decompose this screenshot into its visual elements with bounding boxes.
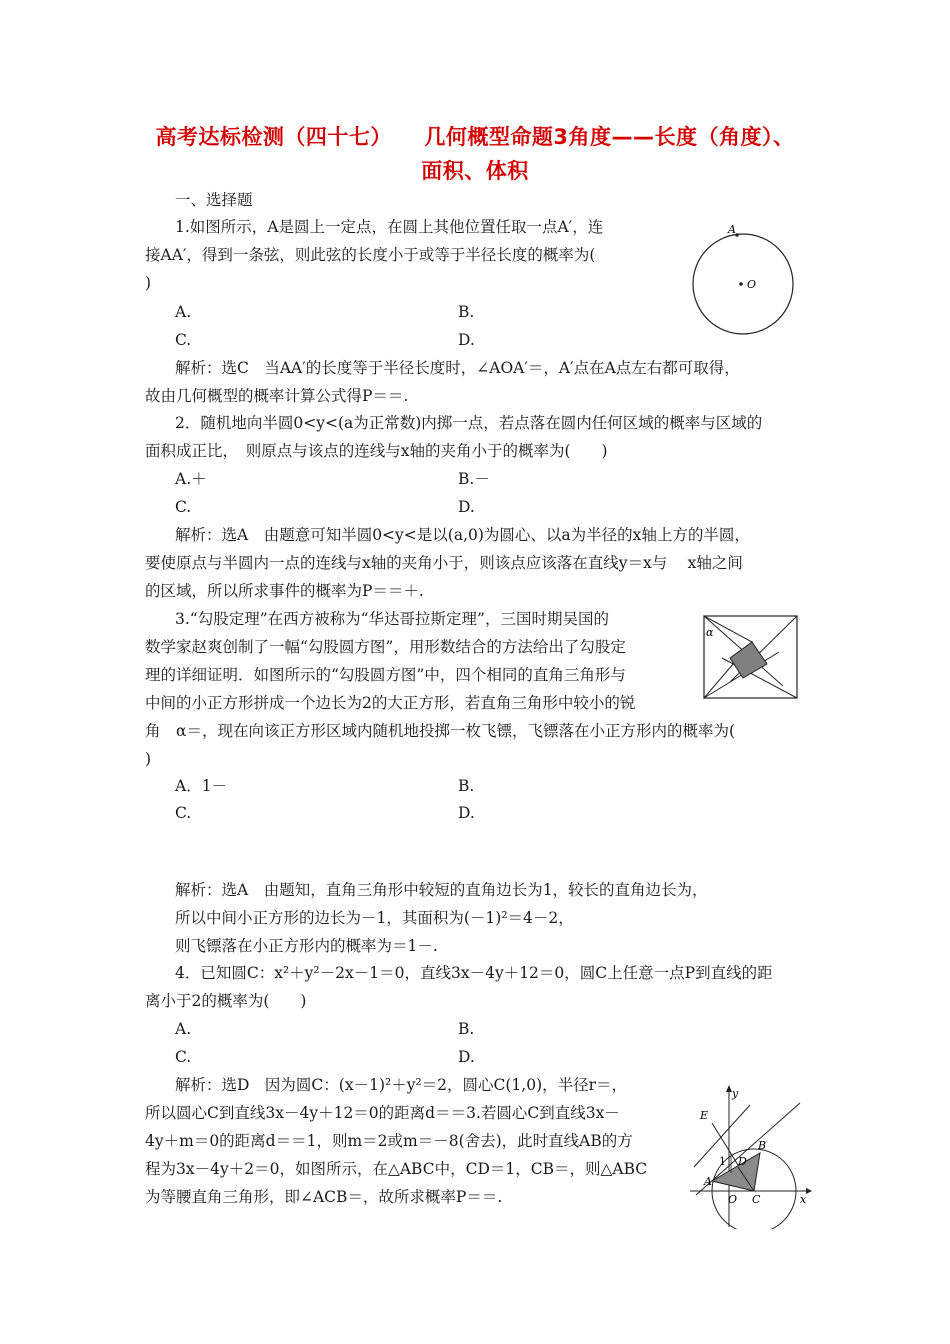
q3-stem-line5: 角 α＝，现在向该正方形区域内随机地投掷一枚飞镖，飞镖落在小正方形内的概率为( [145, 722, 736, 740]
q4-solution-line5: 为等腰直角三角形，即∠ACB＝，故所求概率P＝＝. [145, 1188, 503, 1206]
q1-circle [693, 234, 793, 334]
q4-coordinate-figure [688, 1083, 814, 1229]
q4-solution-line4: 程为3x－4y＋2＝0，如图所示，在△ABC中，CD＝1，CB＝，则△ABC [145, 1160, 648, 1178]
q1-stem-line3: ) [145, 274, 152, 292]
q1-label-o: O [747, 278, 757, 291]
page-title-line1: 高考达标检测（四十七） 几何概型命题3角度——长度（角度）、 [155, 125, 795, 149]
q3-stem-line1: 3.“勾股定理”在西方被称为“华达哥拉斯定理”，三国时期吴国的 [175, 610, 609, 628]
q4-label-d: D [738, 1155, 747, 1168]
q1-solution-line2: 故由几何概型的概率计算公式得P＝＝. [145, 387, 409, 405]
q4-label-y: y [732, 1087, 739, 1100]
q2-option-c: C. [175, 498, 192, 516]
q4-option-c: C. [175, 1048, 192, 1066]
q1-center-point [739, 282, 743, 286]
q1-option-a: A. [175, 303, 192, 321]
q2-solution-line1: 解析：选A 由题意可知半圆0<y<是以(a,0)为圆心、以a为半径的x轴上方的半圆， [175, 526, 750, 544]
q4-option-a: A. [175, 1020, 192, 1038]
q3-stem-line3: 理的详细证明．如图所示的“勾股圆方图”中，四个相同的直角三角形与 [145, 666, 626, 684]
q3-solution-line2: 所以中间小正方形的边长为－1，其面积为(－1)²＝4－2， [175, 909, 574, 927]
q3-stem-line4: 中间的小正方形拼成一个边长为2的大正方形，若直角三角形中较小的锐 [145, 694, 636, 712]
q4-label-x: x [800, 1193, 807, 1206]
q3-inner-square [730, 642, 767, 678]
q1-option-b: B. [458, 303, 475, 321]
q4-stem-line2: 离小于2的概率为( ) [145, 992, 307, 1010]
q4-label-a: A [704, 1175, 712, 1188]
q4-solution-line1: 解析：选D 因为圆C：(x－1)²＋y²＝2，圆心C(1,0)，半径r＝， [175, 1076, 628, 1094]
q2-stem-line2: 面积成正比， 则原点与该点的连线与x轴的夹角小于的概率为( ) [145, 442, 608, 460]
q4-label-b: B [758, 1139, 767, 1152]
q3-option-c: C. [175, 804, 192, 822]
q2-stem-line1: 2．随机地向半圆0<y<(a为正常数)内掷一点，若点落在圆内任何区域的概率与区域的 [175, 414, 763, 432]
q1-stem-line2: 接AA′，得到一条弦，则此弦的长度小于或等于半径长度的概率为( [145, 246, 596, 264]
q4-label-o: O [728, 1193, 738, 1206]
q2-option-a: A.＋ [175, 470, 207, 488]
q3-option-d: D. [458, 804, 475, 822]
q3-pythagoras-figure [700, 612, 802, 702]
q4-solution-line2: 所以圆心C到直线3x－4y＋12＝0的距离d＝＝3.若圆心C到直线3x－ [145, 1104, 620, 1122]
q1-circle-figure [685, 222, 805, 340]
q3-label-alpha: α [706, 626, 714, 639]
q4-x-arrow [806, 1188, 812, 1194]
q1-stem-line1: 1.如图所示，A是圆上一定点，在圆上其他位置任取一点A′，连 [175, 218, 604, 236]
q1-solution-line1: 解析：选C 当AA′的长度等于半径长度时，∠AOA′＝，A′点在A点左右都可取得， [175, 359, 740, 377]
q4-solution-line3: 4y＋m＝0的距离d＝＝1，则m＝2或m＝－8(舍去)，此时直线AB的方 [145, 1132, 633, 1150]
q4-option-b: B. [458, 1020, 475, 1038]
q4-label-1: 1 [719, 1155, 726, 1168]
q2-solution-line2: 要使原点与半圆内一点的连线与x轴的夹角小于，则该点应该落在直线y＝x与 x轴之间 [145, 554, 743, 572]
q3-option-a: A．1－ [175, 777, 228, 795]
q1-option-d: D. [458, 331, 475, 349]
q4-label-c: C [752, 1193, 761, 1206]
q3-stem-line2: 数学家赵爽创制了一幅“勾股圆方图”，用形数结合的方法给出了勾股定 [145, 638, 626, 656]
q2-option-d: D. [458, 498, 475, 516]
section-heading: 一、选择题 [175, 191, 253, 209]
q4-stem-line1: 4．已知圆C：x²＋y²－2x－1＝0，直线3x－4y＋12＝0，圆C上任意一点P到直线的距 [175, 964, 773, 982]
q3-option-b: B. [458, 777, 475, 795]
q1-label-a: A [728, 223, 736, 236]
q4-option-d: D. [458, 1048, 475, 1066]
q3-solution-line1: 解析：选A 由题知，直角三角形中较短的直角边长为1，较长的直角边长为， [175, 881, 708, 899]
q3-solution-line3: 则飞镖落在小正方形内的概率为＝1－. [175, 937, 438, 955]
q2-solution-line3: 的区域，所以所求事件的概率为P＝＝＋. [145, 582, 424, 600]
q3-stem-line6: ) [145, 750, 152, 768]
q2-option-b: B.－ [458, 470, 490, 488]
q4-label-e: E [700, 1109, 709, 1122]
page-title-line2: 面积、体积 [421, 159, 529, 183]
q1-option-c: C. [175, 331, 192, 349]
